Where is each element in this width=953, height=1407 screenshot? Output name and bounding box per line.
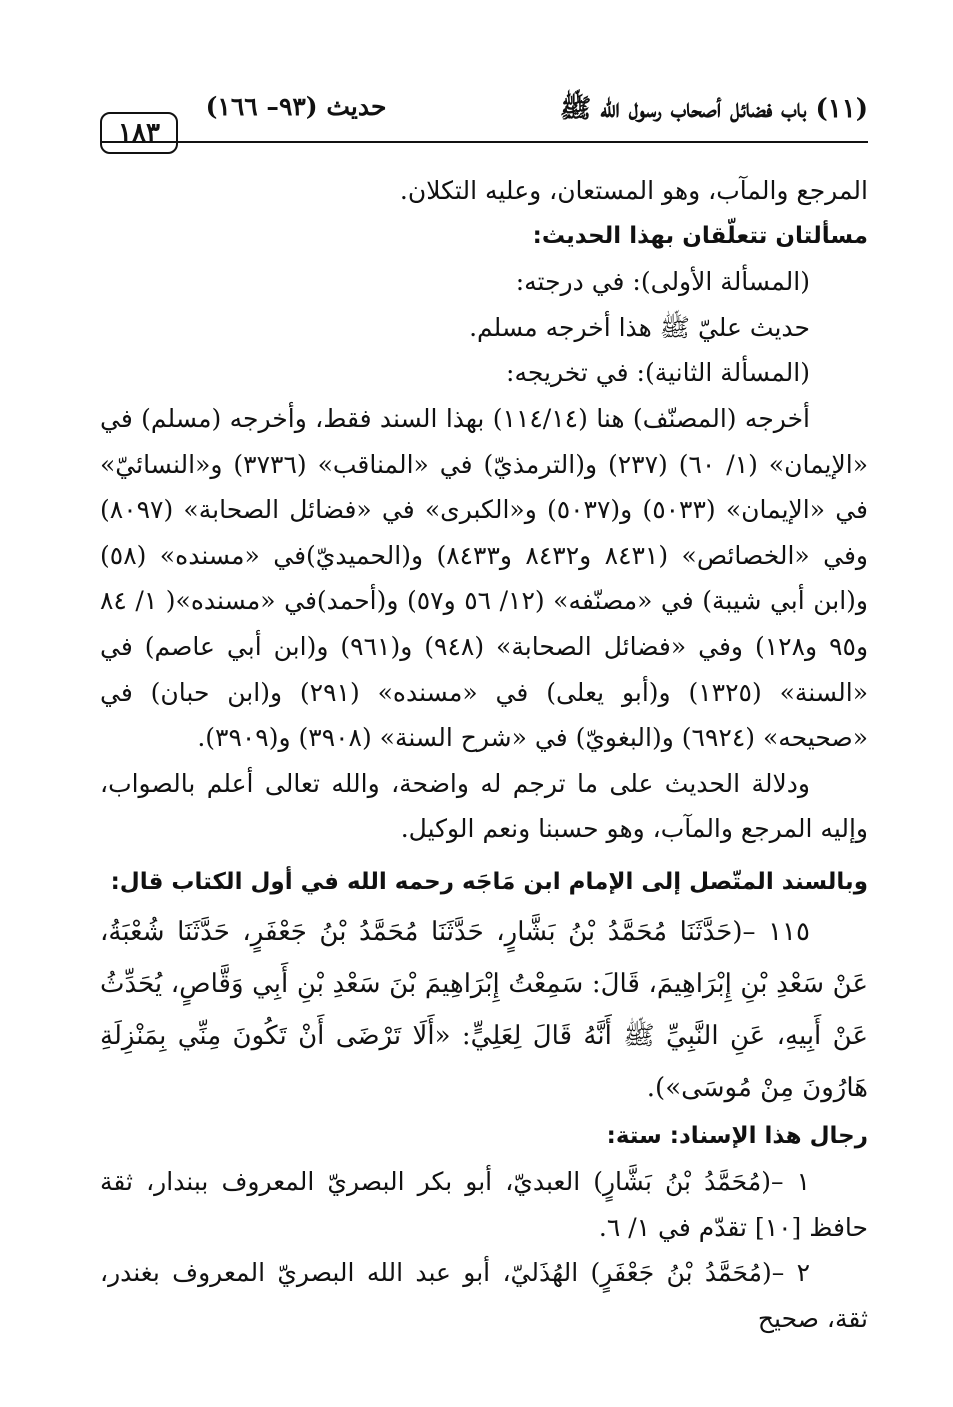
closing-line: المرجع والمآب، وهو المستعان، وعليه التكلان. (399, 176, 868, 205)
page-body (100, 168, 868, 1341)
section-heading-two-issues: مسألتان تتعلّقان بهذا الحديث: (532, 222, 868, 249)
issue-one-text: حديث عليّ ﷺ هذا أخرجه مسلم. (469, 312, 810, 342)
page-number: ١٨٣ (100, 112, 178, 154)
hadith-115-text: ١١٥ –(حَدَّثَنَا مُحَمَّدُ بْنُ بَشَّارٍ، حَدَّثَنَا مُحَمَّدُ بْنُ جَعْفَرٍ، حَدَّثَنَا شُعْبَةُ، عَنْ سَعْدِ بْنِ إِبْرَاهِيمَ، قَالَ: سَمِعْتُ إِبْرَاهِيمَ بْنَ سَعْدِ بْنِ أَبِي وَقَّاصٍ، يُحَدِّثُ عَنْ أَبِيهِ، عَنِ النَّبِيِّ ﷺ أَنَّهُ قَالَ لِعَلِيٍّ: «أَلَا تَرْضَى أَنْ تَكُونَ مِنِّي بِمَنْزِلَةِ هَارُونَ مِنْ مُوسَى»). (100, 916, 868, 1103)
narrator-2: ٢ –(مُحَمَّدُ بْنُ جَعْفَرٍ) الهُذَليّ، أبو عبد الله البصريّ المعروف بغندر، ثقة، صحيح (100, 1258, 868, 1333)
running-header-hadith-range: حديث (٩٣– ١٦٦) (205, 92, 387, 121)
issue-two-title: (المسألة الثانية): في تخريجه: (506, 358, 810, 388)
running-header-chapter-title: (١١) باب فضائل أصحاب رسول الله ﷺ (559, 94, 868, 124)
takhrij-paragraph: أخرجه (المصنّف) هنا (١١٤/١٤) بهذا السند فقط، وأخرجه (مسلم) في «الإيمان» (١/ ٦٠) (٢٣٧) و(الترمذيّ) في «المناقب» (٣٧٣٦) و«النسائيّ» في «الإيمان» (٥٠٣٣) و(٥٠٣٧) و«الكبرى» في «فضائل الصحابة» (٨٠٩٧) وفي «الخصائص» (٨٤٣١ و٨٤٣٢ و٨٤٣٣) و(الحميديّ)في «مسنده» (٥٨) و(ابن أبي شيبة) في «مصنّفه» (١٢/ ٥٦ و٥٧) و(أحمد)في «مسنده»( ١/ ٨٤ و٩٥ و١٢٨) وفي «فضائل الصحابة» (٩٤٨) و(٩٦١) و(ابن أبي عاصم) في «السنة» (١٣٢٥) و(أبو يعلى) في «مسنده» (٢٩١) و(ابن حبان) في «صحيحه» (٦٩٢٤) و(البغويّ) في «شرح السنة» (٣٩٠٨) و(٣٩٠٩). (100, 403, 869, 753)
header-divider (100, 141, 868, 143)
section-heading-chain: وبالسند المتّصل إلى الإمام ابن مَاجَه رحمه الله في أول الكتاب قال: (110, 868, 868, 895)
dalala-paragraph: ودلالة الحديث على ما ترجم له واضحة، والله تعالى أعلم بالصواب، وإليه المرجع والمآب، وهو حسبنا ونعم الوكيل. (100, 768, 868, 844)
section-heading-narrators: رجال هذا الإسناد: ستة: (606, 1122, 868, 1149)
narrator-1: ١ –(مُحَمَّدُ بْنُ بَشَّارٍ) العبديّ، أبو بكر البصريّ المعروف ببندار، ثقة حافظ [١٠] تقدّم في ١/ ٦. (100, 1167, 868, 1242)
issue-one-title: (المسألة الأولى): في درجته: (515, 267, 810, 297)
